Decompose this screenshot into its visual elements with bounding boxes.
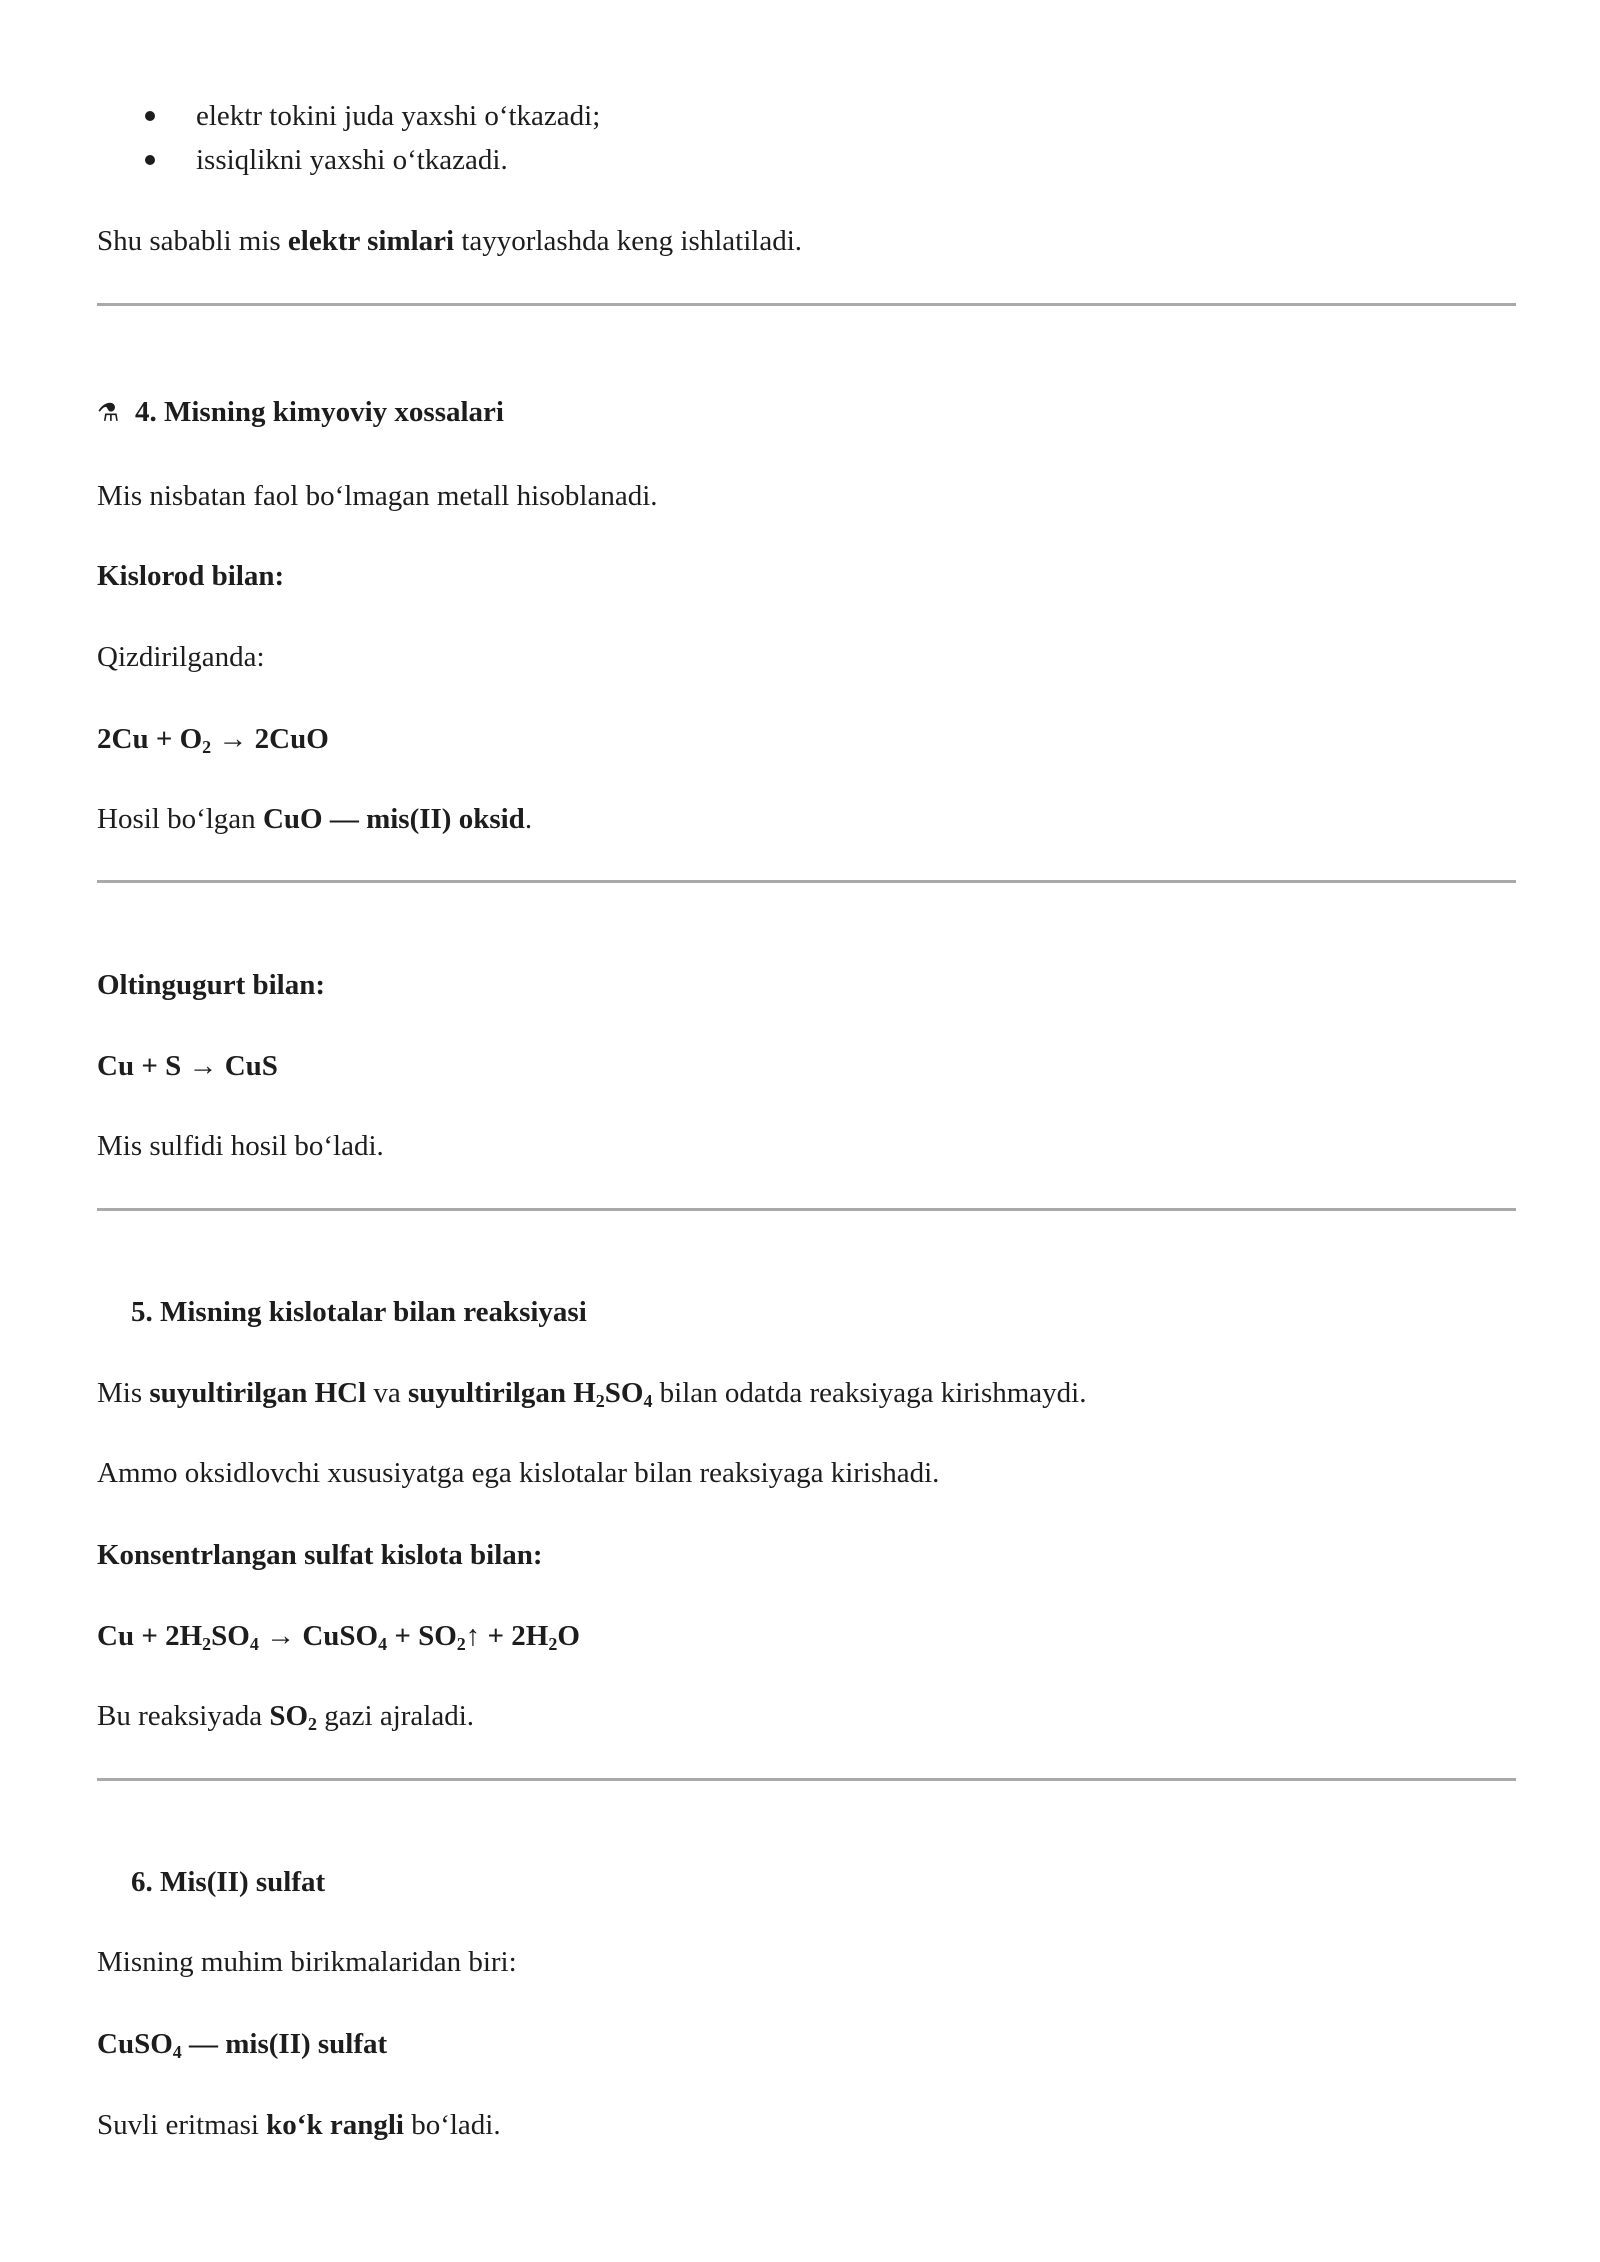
subscript: 2	[456, 1634, 466, 1655]
paragraph	[97, 1696, 474, 1736]
list-item: elektr tokini juda yaxshi o‘tkazadi;	[196, 100, 601, 132]
horizontal-rule	[97, 303, 1516, 306]
text-run: SO	[211, 1620, 250, 1652]
subscript: 4	[249, 1634, 259, 1655]
subheading: Kislorod bilan:	[97, 560, 285, 592]
text-run: .	[524, 803, 533, 835]
chemical-equation	[97, 1616, 580, 1656]
text-run: — mis(II) sulfat	[181, 2028, 388, 2060]
horizontal-rule	[97, 1208, 1516, 1211]
text-run: Mis	[97, 1377, 150, 1409]
text-run: Hosil bo‘lgan	[97, 803, 263, 835]
chemical-equation: Cu + S → CuS	[97, 1050, 278, 1082]
text-run: → CuSO	[258, 1620, 379, 1652]
paragraph: Misning muhim birikmalaridan biri:	[97, 1946, 517, 1978]
text-run: Shu sababli mis	[97, 225, 288, 257]
chemical-formula	[97, 2024, 387, 2064]
subscript: 2	[548, 1634, 558, 1655]
section-heading: 5. Misning kislotalar bilan reaksiyasi	[131, 1296, 587, 1328]
text-run: CuSO	[97, 2028, 173, 2060]
text-run: bo‘ladi.	[403, 2109, 501, 2141]
chemical-equation	[97, 719, 329, 759]
subscript: 2	[308, 1714, 318, 1735]
section-heading: 6. Mis(II) sulfat	[131, 1866, 326, 1898]
paragraph	[97, 799, 532, 839]
subheading: Konsentrlangan sulfat kislota bilan:	[97, 1539, 543, 1571]
paragraph: Mis nisbatan faol bo‘lmagan metall hisoblanadi.	[97, 480, 658, 512]
bullet-dot	[145, 155, 155, 165]
section-heading	[97, 392, 504, 433]
paragraph: Mis sulfidi hosil bo‘ladi.	[97, 1130, 384, 1162]
text-run: ↑ + 2H	[465, 1620, 549, 1652]
subscript: 4	[643, 1391, 653, 1412]
paragraph	[97, 2105, 501, 2145]
text-run: tayyorlashda keng ishlatiladi.	[454, 225, 803, 257]
list-item: issiqlikni yaxshi o‘tkazadi.	[196, 144, 508, 176]
text-run: 2Cu + O	[97, 723, 203, 755]
bold-text: elektr simlari	[287, 225, 455, 257]
text-run: suyultirilgan H	[408, 1377, 596, 1409]
text-run: O	[557, 1620, 580, 1652]
bold-text: ko‘k rangli	[266, 2109, 404, 2141]
intro-paragraph	[97, 221, 802, 261]
bullet-dot	[145, 111, 155, 121]
alembic-icon	[97, 393, 135, 433]
text-run: + SO	[387, 1620, 457, 1652]
subscript: 2	[595, 1391, 605, 1412]
bold-formula	[408, 1377, 653, 1412]
bold-formula	[269, 1700, 318, 1735]
subscript: 2	[202, 1634, 212, 1655]
horizontal-rule	[97, 1778, 1516, 1781]
text-run: SO	[269, 1700, 309, 1732]
text-run: SO	[604, 1377, 644, 1409]
paragraph	[97, 1373, 1087, 1413]
subscript: 4	[378, 1634, 388, 1655]
horizontal-rule	[97, 880, 1516, 883]
text-run: bilan odatda reaksiyaga kirishmaydi.	[652, 1377, 1087, 1409]
text-run: va	[366, 1377, 409, 1409]
subscript: 2	[202, 737, 212, 758]
text-run: gazi ajraladi.	[317, 1700, 475, 1732]
bold-text: CuO — mis(II) oksid	[262, 803, 525, 835]
paragraph: Ammo oksidlovchi xususiyatga ega kislotalar bilan reaksiyaga kirishadi.	[97, 1457, 940, 1489]
text-run: Cu + 2H	[97, 1620, 203, 1652]
text-run: → 2CuO	[211, 723, 329, 755]
text-run: Suvli eritmasi	[97, 2109, 267, 2141]
section-heading-text: 4. Misning kimyoviy xossalari	[135, 396, 504, 428]
subscript: 4	[172, 2042, 182, 2063]
paragraph: Qizdirilganda:	[97, 641, 265, 673]
bold-text: suyultirilgan HCl	[149, 1377, 367, 1409]
text-run: Bu reaksiyada	[97, 1700, 270, 1732]
subheading: Oltingugurt bilan:	[97, 969, 326, 1001]
